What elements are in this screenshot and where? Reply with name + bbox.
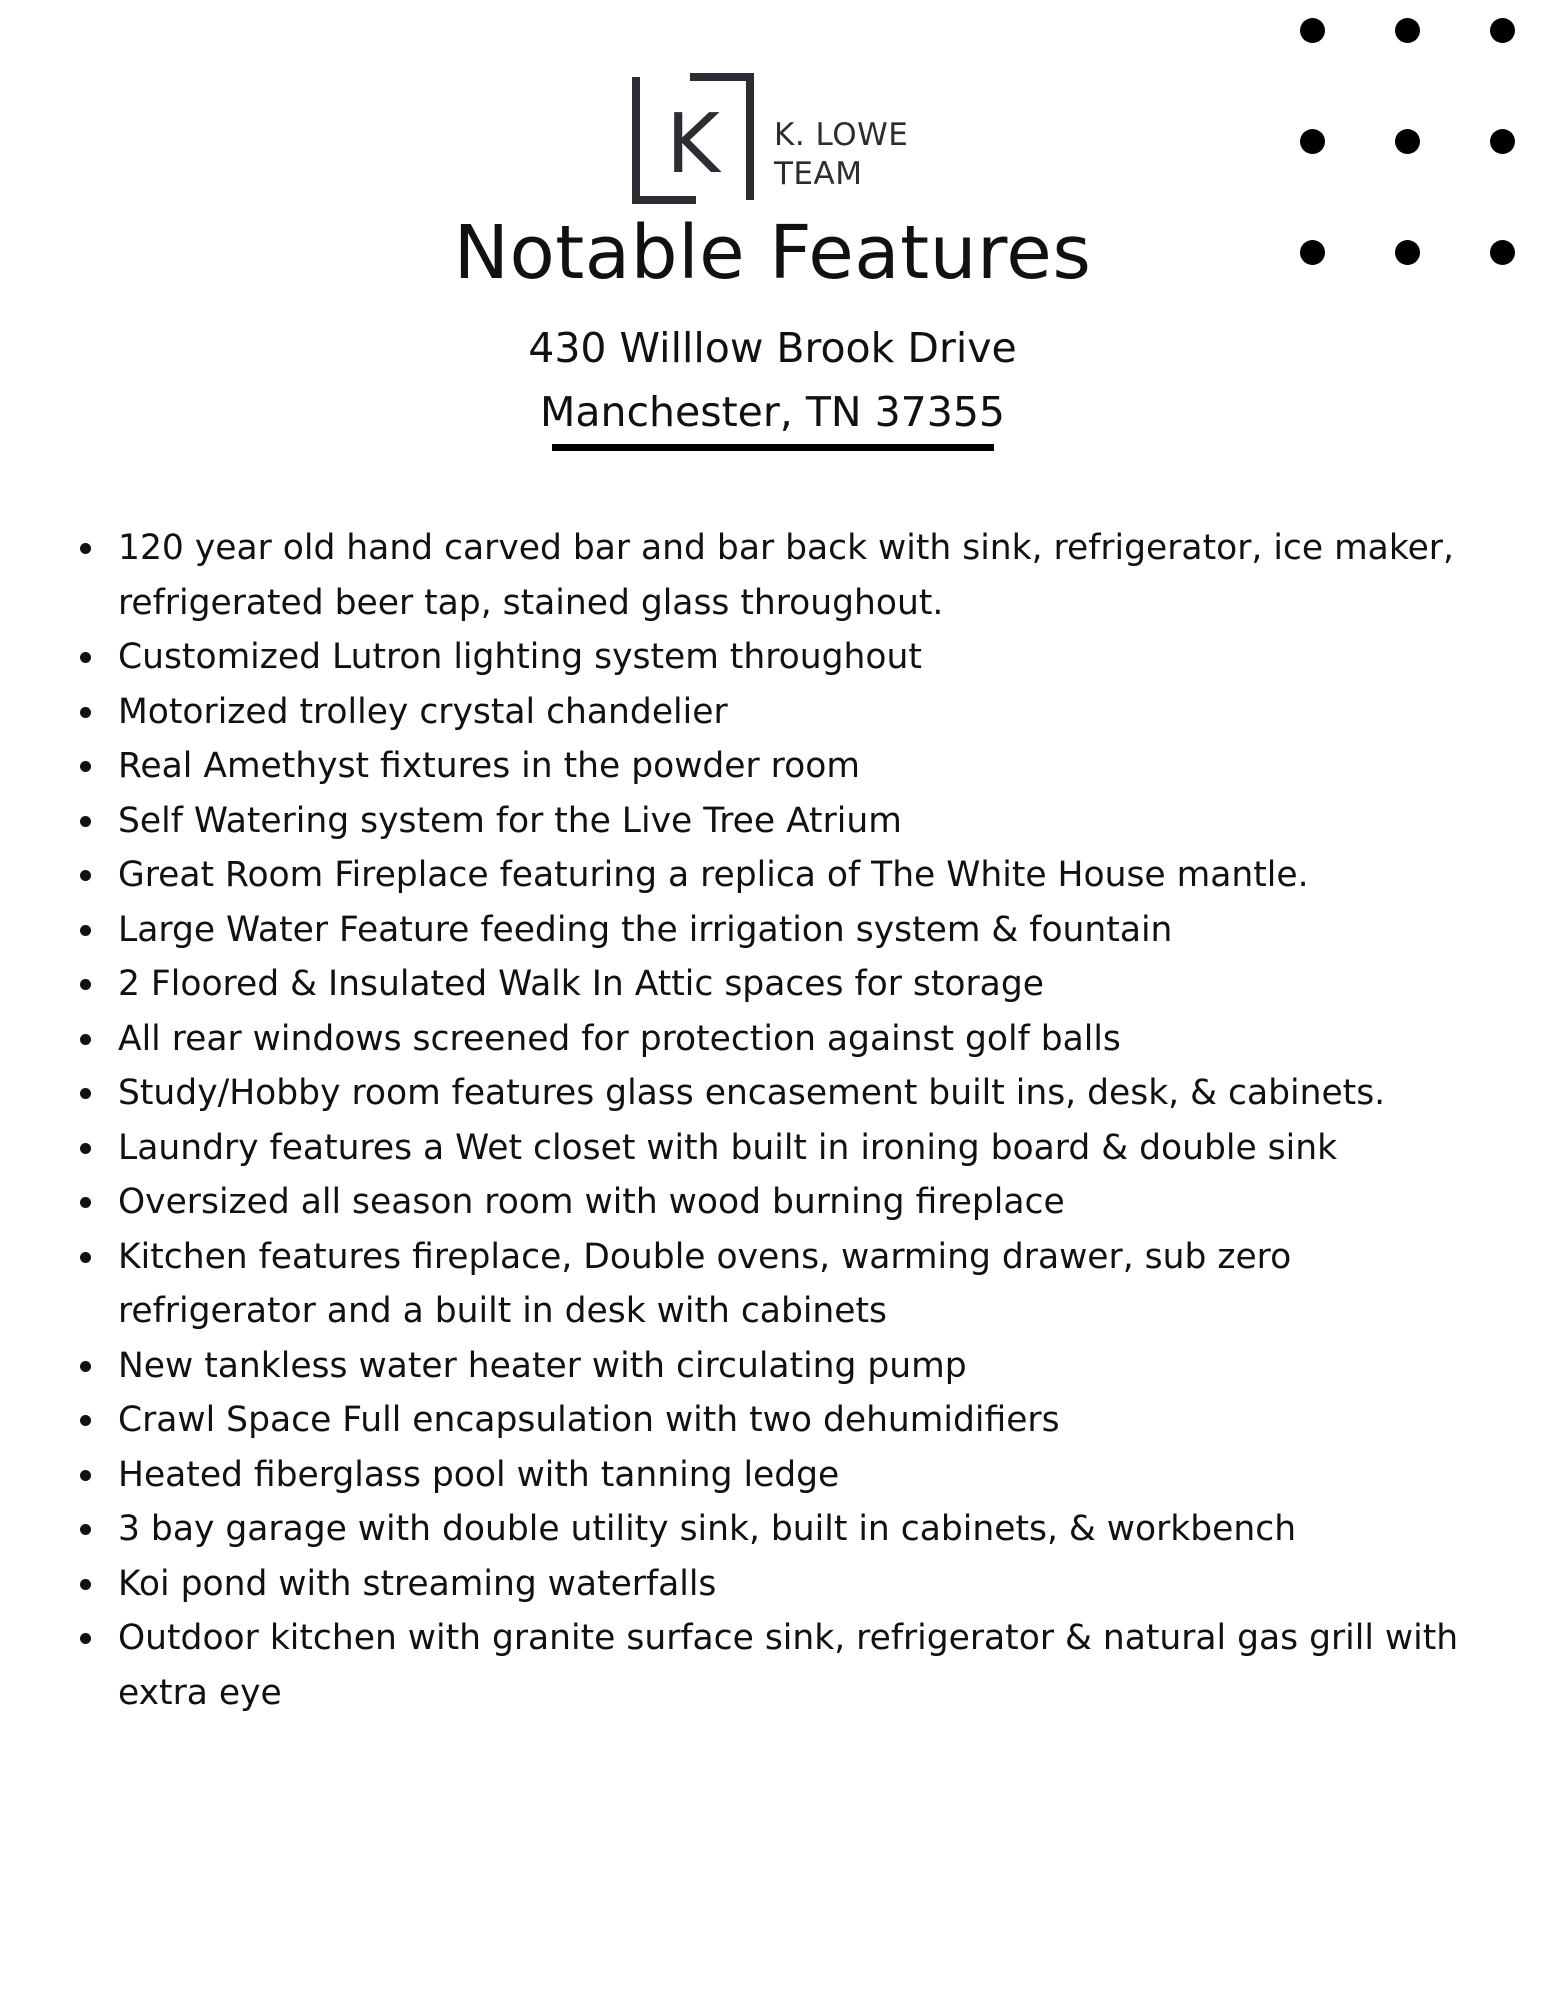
- bullet-icon: [80, 1034, 91, 1045]
- list-item: [0, 1448, 1498, 1503]
- list-item: [0, 630, 1498, 685]
- logo-name-line2: TEAM: [774, 156, 863, 192]
- bullet-icon: [80, 925, 91, 936]
- feature-text: 2 Floored & Insulated Walk In Attic spaces for storage: [118, 964, 1044, 1004]
- bullet-icon: [80, 1197, 91, 1208]
- feature-text: Motorized trolley crystal chandelier: [118, 691, 728, 732]
- bullet-icon: [80, 1579, 91, 1590]
- bullet-icon: [80, 1524, 91, 1535]
- list-item: [0, 1175, 1498, 1230]
- list-item: [0, 1611, 1498, 1720]
- list-item: [0, 1502, 1498, 1557]
- bullet-icon: [80, 1415, 91, 1426]
- list-item: [0, 1557, 1498, 1612]
- logo-letter: K: [666, 97, 720, 192]
- list-item: [0, 903, 1498, 958]
- feature-text: Real Amethyst fixtures in the powder room: [118, 746, 860, 786]
- bullet-icon: [80, 1361, 91, 1372]
- dot-icon: [1490, 18, 1515, 43]
- feature-text: Laundry features a Wet closet with built in ironing board & double sink: [118, 1127, 1338, 1168]
- feature-text: New tankless water heater with circulating pump: [118, 1345, 967, 1386]
- list-item: [0, 739, 1498, 794]
- bullet-icon: [80, 652, 91, 663]
- address-underline: [552, 444, 994, 451]
- list-item: [0, 1393, 1498, 1448]
- address-city-state-zip: Manchester, TN 37355: [540, 388, 1005, 436]
- page-title: Notable Features: [453, 210, 1092, 296]
- list-item: [0, 685, 1498, 740]
- bullet-icon: [80, 707, 91, 718]
- dot-icon: [1395, 18, 1420, 43]
- feature-text: Outdoor kitchen with granite surface sink, refrigerator & natural gas grill with extra eye: [118, 1618, 1459, 1713]
- feature-text: Great Room Fireplace featuring a replica of The White House mantle.: [118, 855, 1309, 895]
- logo-wordmark: [774, 116, 908, 194]
- bullet-icon: [80, 1088, 91, 1099]
- list-item: [0, 1012, 1498, 1067]
- bullet-icon: [80, 1252, 91, 1263]
- list-item: [0, 794, 1498, 849]
- feature-text: Self Watering system for the Live Tree Atrium: [118, 800, 902, 841]
- list-item: [0, 1066, 1498, 1121]
- bullet-icon: [80, 1633, 91, 1644]
- bullet-icon: [80, 979, 91, 990]
- dot-icon: [1395, 129, 1420, 154]
- feature-text: Crawl Space Full encapsulation with two dehumidifiers: [118, 1400, 1060, 1440]
- bullet-icon: [80, 816, 91, 827]
- list-item: [0, 957, 1498, 1012]
- feature-text: All rear windows screened for protection against golf balls: [118, 1018, 1121, 1059]
- feature-text: 120 year old hand carved bar and bar back with sink, refrigerator, ice maker, refrigerated beer tap, stained glass throughout.: [118, 528, 1454, 623]
- feature-text: Large Water Feature feeding the irrigation system & fountain: [118, 909, 1173, 950]
- bullet-icon: [80, 1143, 91, 1154]
- list-item: [0, 1339, 1498, 1394]
- k-lowe-team-logo: [628, 72, 928, 207]
- bullet-icon: [80, 1470, 91, 1481]
- feature-text: Oversized all season room with wood burning fireplace: [118, 1182, 1065, 1222]
- dot-icon: [1490, 129, 1515, 154]
- logo-name-line1: K. LOWE: [774, 117, 909, 153]
- feature-text: Koi pond with streaming waterfalls: [118, 1563, 717, 1604]
- logo-mark-icon: [628, 72, 758, 207]
- bullet-icon: [80, 870, 91, 881]
- dot-icon: [1300, 18, 1325, 43]
- bullet-icon: [80, 761, 91, 772]
- dot-icon: [1300, 129, 1325, 154]
- address-street: 430 Willlow Brook Drive: [528, 324, 1017, 372]
- list-item: [0, 848, 1498, 903]
- list-item: [0, 521, 1498, 630]
- feature-list: [0, 521, 1545, 1720]
- feature-text: Kitchen features fireplace, Double ovens, warming drawer, sub zero refrigerator and a built in desk with cabinets: [118, 1236, 1292, 1331]
- feature-text: Heated fiberglass pool with tanning ledge: [118, 1454, 840, 1495]
- feature-text: Study/Hobby room features glass encasement built ins, desk, & cabinets.: [118, 1073, 1386, 1113]
- list-item: [0, 1121, 1498, 1176]
- list-item: [0, 1230, 1498, 1339]
- bullet-icon: [80, 543, 91, 554]
- feature-text: 3 bay garage with double utility sink, built in cabinets, & workbench: [118, 1509, 1297, 1549]
- feature-text: Customized Lutron lighting system throughout: [118, 637, 922, 677]
